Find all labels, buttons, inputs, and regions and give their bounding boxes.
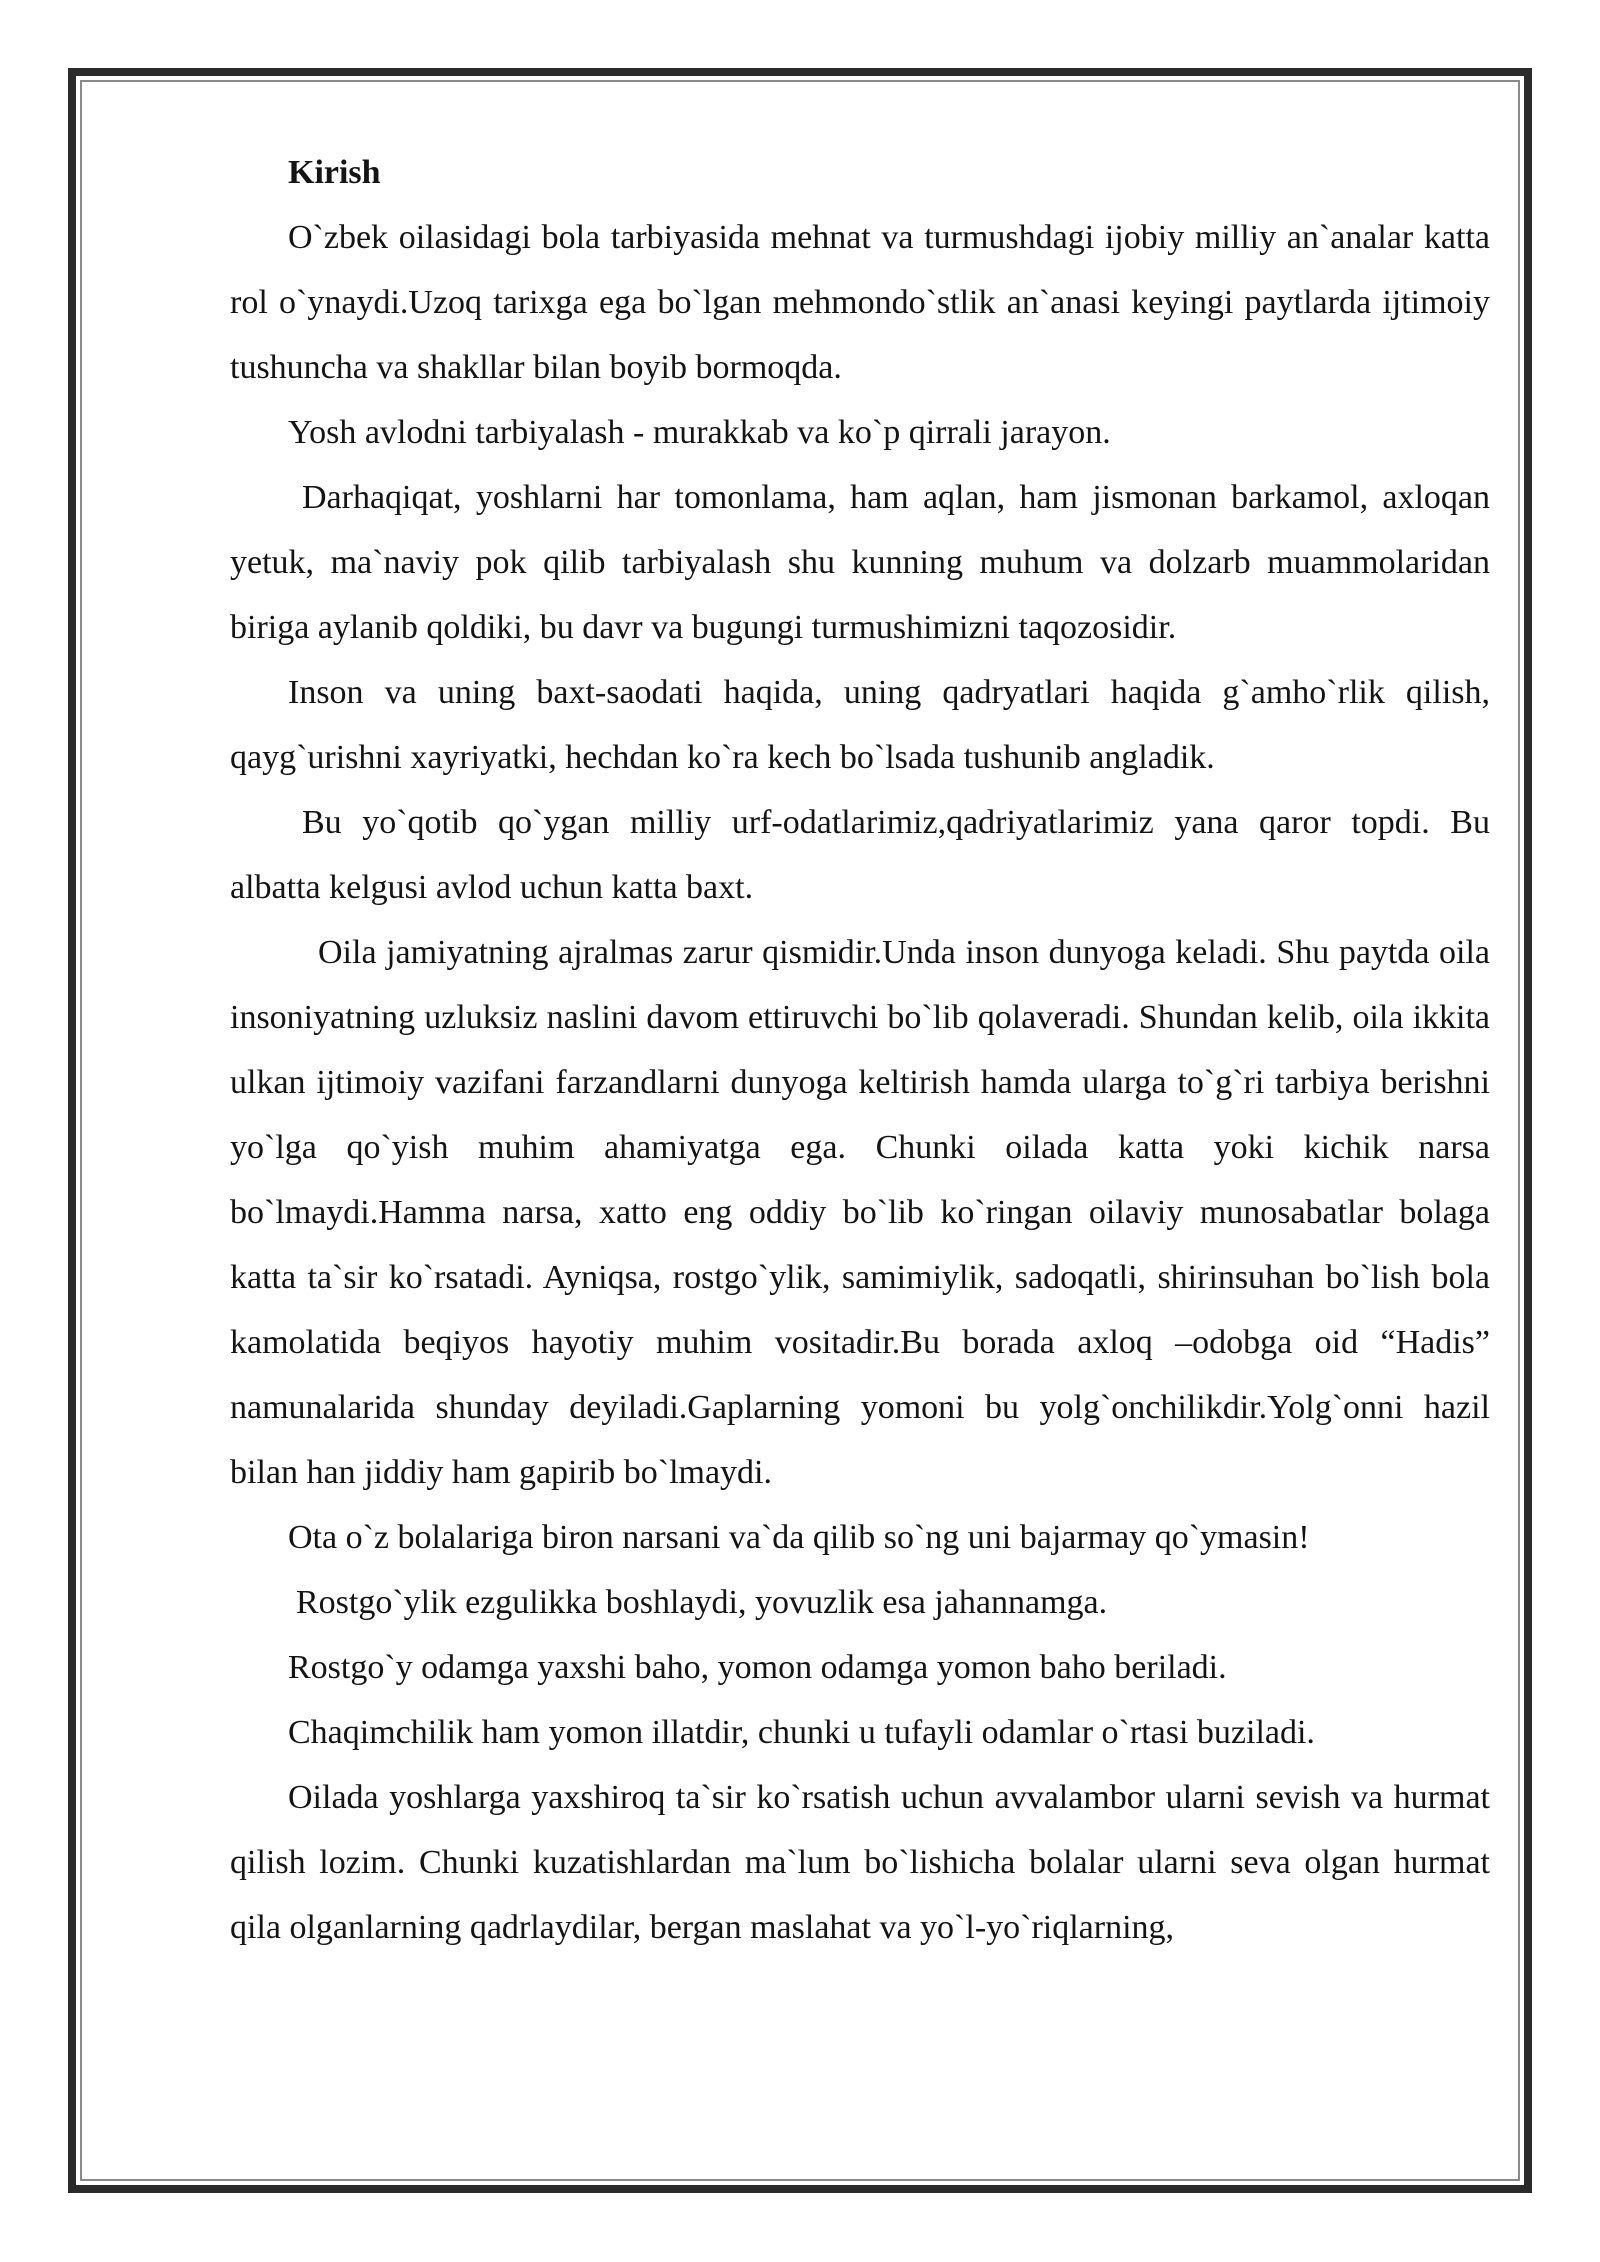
paragraph: Oilada yoshlarga yaxshiroq ta`sir ko`rsatish uchun avvalambor ularni sevish va hurmat qilish lozim. Chunki kuzatishlardan ma`lum bo`lishicha bolalar ularni seva olgan hurmat qila olganlarning qadrlaydilar, bergan maslahat va yo`l-yo`riqlarning,	[230, 1779, 1490, 1946]
paragraph: O`zbek oilasidagi bola tarbiyasida mehnat va turmushdagi ijobiy milliy an`analar katta rol o`ynaydi.Uzoq tarixga ega bo`lgan mehmondo`stlik an`anasi keyingi paytlarda ijtimoiy tushuncha va shakllar bilan boyib bormoqda.	[230, 219, 1490, 386]
paragraph: Yosh avlodni tarbiyalash - murakkab va ko`p qirrali jarayon.	[288, 414, 1111, 451]
paragraph: Bu yo`qotib qo`ygan milliy urf-odatlarimiz,qadriyatlarimiz yana qaror topdi. Bu albatta kelgusi avlod uchun katta baxt.	[230, 804, 1490, 906]
paragraph: Oila jamiyatning ajralmas zarur qismidir.Unda inson dunyoga keladi. Shu paytda oila insoniyatning uzluksiz naslini davom ettiruvchi bo`lib qolaveradi. Shundan kelib, oila ikkita ulkan ijtimoiy vazifani farzandlarni dunyoga keltirish hamda ularga to`g`ri tarbiya berishni yo`lga qo`yish muhim ahamiyatga ega. Chunki oilada katta yoki kichik narsa bo`lmaydi.Hamma narsa, xatto eng oddiy bo`lib ko`ringan oilaviy munosabatlar bolaga katta ta`sir ko`rsatadi. Ayniqsa, rostgo`ylik, samimiylik, sadoqatli, shirinsuhan bo`lish bola kamolatida beqiyos hayotiy muhim vositadir.Bu borada axloq –odobga oid “Hadis” namunalarida shunday deyiladi.Gaplarning yomoni bu yolg`onchilikdir.Yolg`onni hazil bilan han jiddiy ham gapirib bo`lmaydi.	[230, 934, 1490, 1491]
paragraph: Rostgo`y odamga yaxshi baho, yomon odamga yomon baho beriladi.	[288, 1649, 1227, 1686]
paragraph: Rostgo`ylik ezgulikka boshlaydi, yovuzlik esa jahannamga.	[296, 1584, 1108, 1621]
paragraph: Ota o`z bolalariga biron narsani va`da qilib so`ng uni bajarmay qo`ymasin!	[288, 1519, 1310, 1556]
paragraph: Inson va uning baxt-saodati haqida, uning qadryatlari haqida g`amho`rlik qilish, qayg`urishni xayriyatki, hechdan ko`ra kech bo`lsada tushunib angladik.	[230, 674, 1490, 776]
paragraph: Chaqimchilik ham yomon illatdir, chunki u tufayli odamlar o`rtasi buziladi.	[288, 1714, 1315, 1751]
paragraph: Darhaqiqat, yoshlarni har tomonlama, ham aqlan, ham jismonan barkamol, axloqan yetuk, ma`naviy pok qilib tarbiyalash shu kunning muhum va dolzarb muammolaridan biriga aylanib qoldiki, bu davr va bugungi turmushimizni taqozosidir.	[230, 479, 1490, 646]
document-body	[230, 140, 1490, 1960]
document-title: Kirish	[288, 154, 381, 191]
